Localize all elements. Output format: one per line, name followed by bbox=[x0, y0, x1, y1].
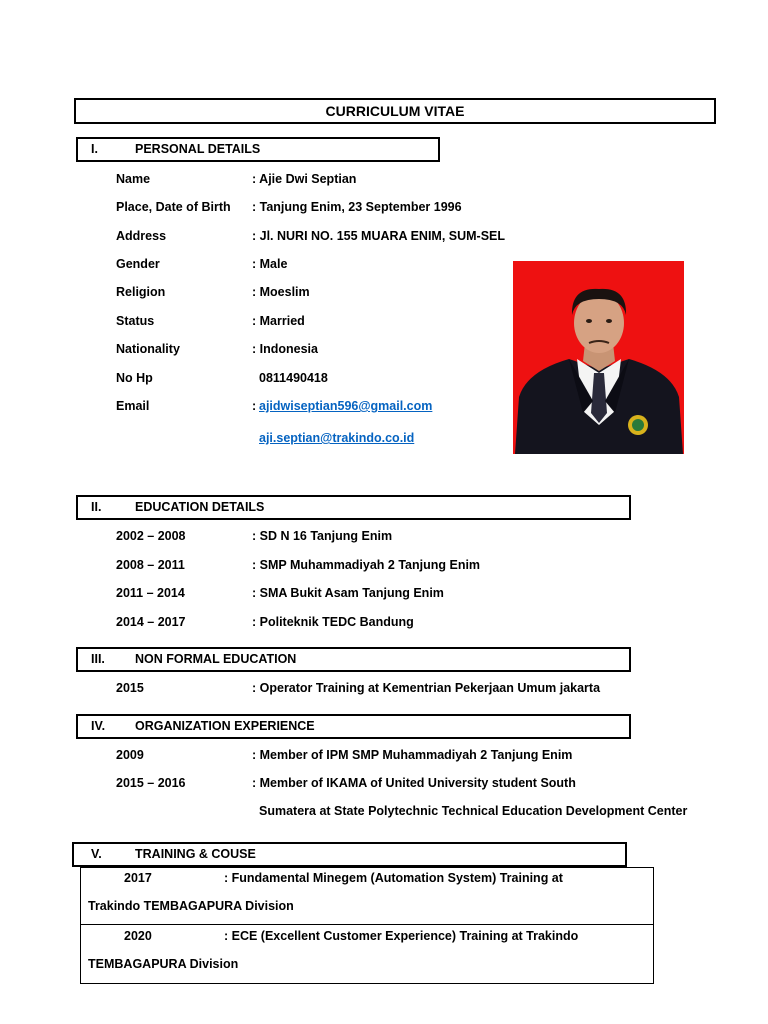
organization-item-1: : Member of IPM SMP Muhammadiyah 2 Tanjung Enim bbox=[252, 748, 573, 762]
label-religion: Religion bbox=[116, 285, 166, 299]
section-education-header bbox=[76, 495, 631, 520]
label-gender: Gender bbox=[116, 257, 160, 271]
training-row bbox=[81, 868, 653, 925]
value-phone: 0811490418 bbox=[259, 371, 328, 385]
education-year-4: 2014 – 2017 bbox=[116, 615, 186, 629]
education-school-2: : SMP Muhammadiyah 2 Tanjung Enim bbox=[252, 558, 481, 572]
training-row bbox=[81, 925, 653, 983]
education-school-4: : Politeknik TEDC Bandung bbox=[252, 615, 414, 629]
nonformal-item-1: : Operator Training at Kementrian Pekerjaan Umum jakarta bbox=[252, 681, 601, 695]
organization-year-1: 2009 bbox=[116, 748, 144, 762]
education-year-3: 2011 – 2014 bbox=[116, 586, 185, 600]
organization-year-2: 2015 – 2016 bbox=[116, 776, 186, 790]
section-heading: TRAINING & COUSE bbox=[135, 847, 256, 861]
education-year-2: 2008 – 2011 bbox=[116, 558, 185, 572]
training-description: : Fundamental Minegem (Automation System) Training at bbox=[224, 871, 563, 885]
education-year-1: 2002 – 2008 bbox=[116, 529, 186, 543]
section-number: V. bbox=[91, 847, 102, 861]
value-nationality: : Indonesia bbox=[252, 342, 318, 356]
training-description-continuation: Trakindo TEMBAGAPURA Division bbox=[88, 899, 294, 913]
training-table bbox=[80, 867, 654, 984]
training-description: : ECE (Excellent Customer Experience) Training at Trakindo bbox=[224, 929, 579, 943]
label-address: Address bbox=[116, 229, 167, 243]
email-link-2[interactable]: aji.septian@trakindo.co.id bbox=[259, 431, 415, 445]
section-number: I. bbox=[91, 142, 98, 156]
value-name: : Ajie Dwi Septian bbox=[252, 172, 357, 186]
label-nationality: Nationality bbox=[116, 342, 180, 356]
section-number: III. bbox=[91, 652, 105, 666]
value-gender: : Male bbox=[252, 257, 288, 271]
education-school-3: : SMA Bukit Asam Tanjung Enim bbox=[252, 586, 444, 600]
value-religion: : Moeslim bbox=[252, 285, 310, 299]
section-organization-header bbox=[76, 714, 631, 739]
education-school-1: : SD N 16 Tanjung Enim bbox=[252, 529, 393, 543]
nonformal-year-1: 2015 bbox=[116, 681, 144, 695]
section-training-header bbox=[72, 842, 627, 867]
cv-title: CURRICULUM VITAE bbox=[74, 98, 716, 124]
training-description-continuation: TEMBAGAPURA Division bbox=[88, 957, 239, 971]
label-birth: Place, Date of Birth bbox=[116, 200, 231, 214]
profile-photo bbox=[513, 261, 684, 454]
organization-item-2-continuation: Sumatera at State Polytechnic Technical Education Development Center bbox=[259, 804, 688, 818]
section-heading: PERSONAL DETAILS bbox=[135, 142, 261, 156]
training-year: 2020 bbox=[124, 929, 152, 943]
label-email: Email bbox=[116, 399, 150, 413]
label-phone: No Hp bbox=[116, 371, 153, 385]
section-number: II. bbox=[91, 500, 102, 514]
section-heading: ORGANIZATION EXPERIENCE bbox=[135, 719, 315, 733]
section-number: IV. bbox=[91, 719, 106, 733]
email-link-1[interactable]: ajidwiseptian596@gmail.com bbox=[259, 399, 433, 413]
section-nonformal-header bbox=[76, 647, 631, 672]
portrait-illustration bbox=[513, 261, 684, 454]
label-status: Status bbox=[116, 314, 155, 328]
organization-item-2: : Member of IKAMA of United University student South bbox=[252, 776, 576, 790]
value-status: : Married bbox=[252, 314, 305, 328]
section-personal-header bbox=[76, 137, 440, 162]
section-heading: EDUCATION DETAILS bbox=[135, 500, 265, 514]
value-address: : Jl. NURI NO. 155 MUARA ENIM, SUM-SEL bbox=[252, 229, 506, 243]
email-colon: : bbox=[252, 399, 257, 413]
label-name: Name bbox=[116, 172, 151, 186]
training-year: 2017 bbox=[124, 871, 152, 885]
value-birth: : Tanjung Enim, 23 September 1996 bbox=[252, 200, 462, 214]
section-heading: NON FORMAL EDUCATION bbox=[135, 652, 297, 666]
